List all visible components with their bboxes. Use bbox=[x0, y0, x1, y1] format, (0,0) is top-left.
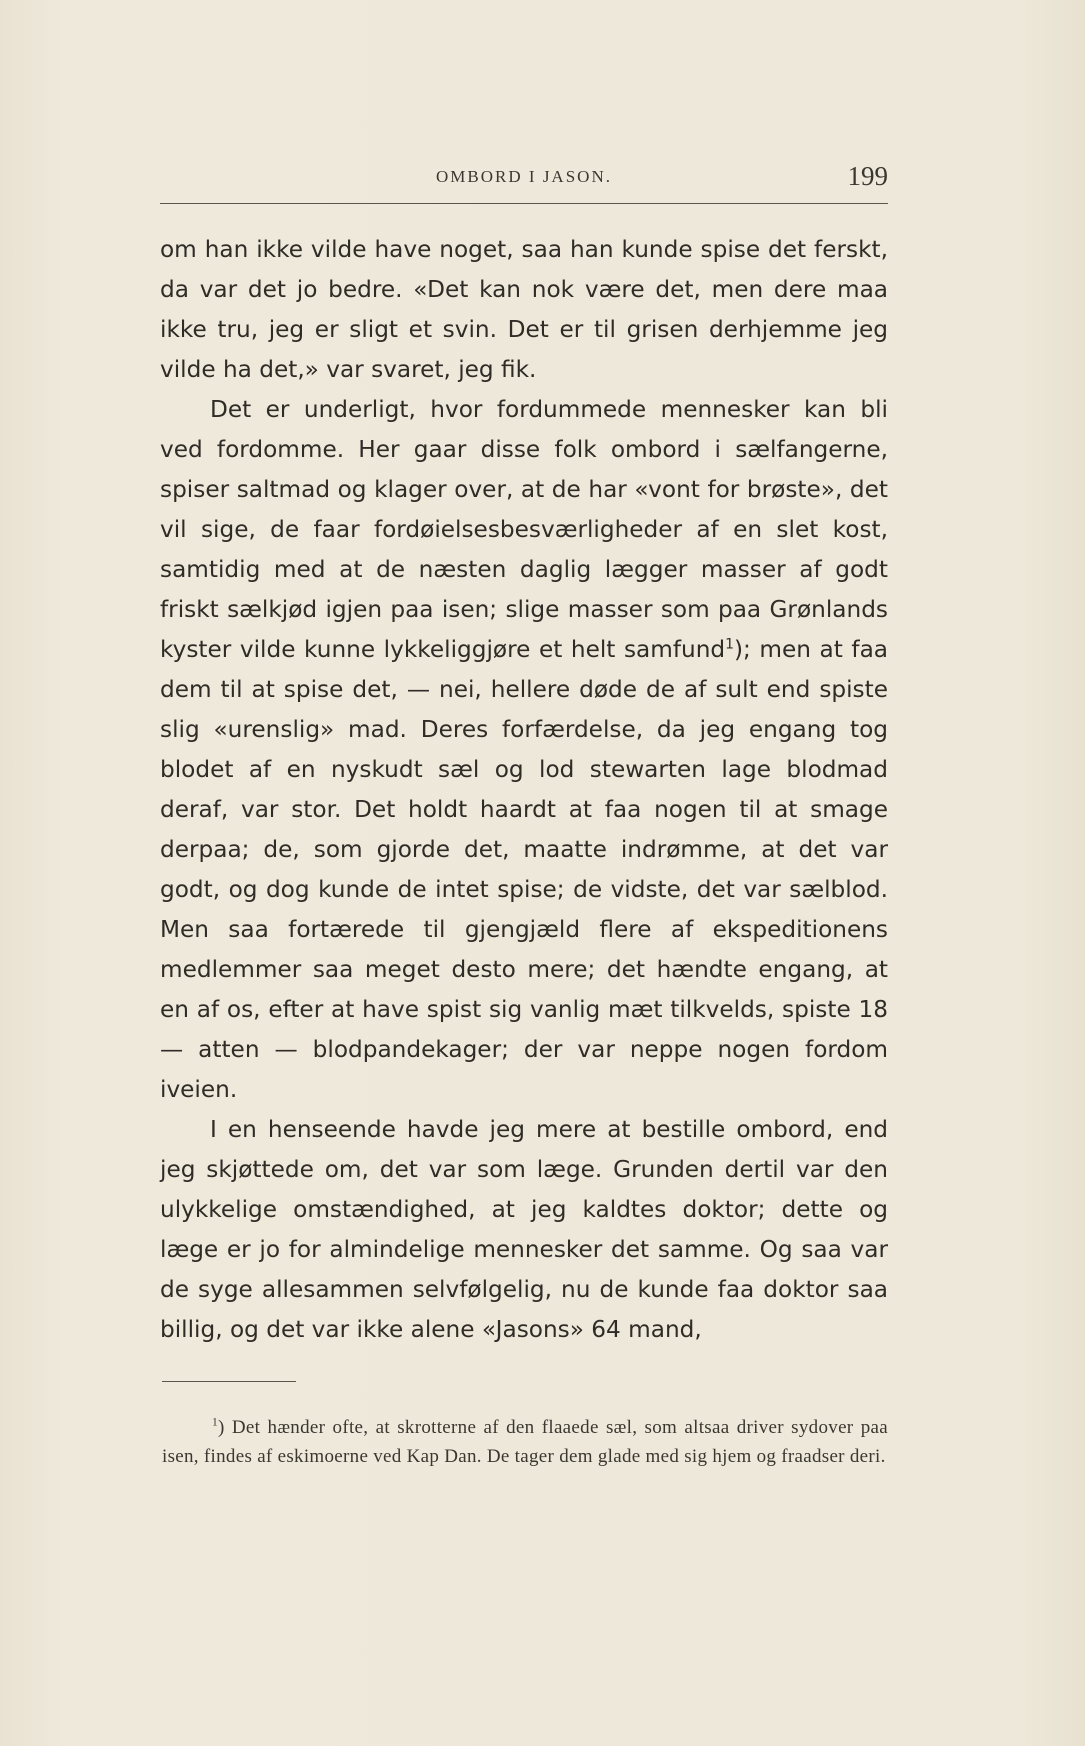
footnote-divider bbox=[162, 1381, 296, 1382]
paragraph-2-part-1: Det er underligt, hvor fordummede mennesker kan bli ved fordomme. Her gaar disse folk ombord i sælfangerne, spiser saltmad og klager over, at de har «vont for brøste», det vil sige, de faar fordøielsesbesværligheder af en slet kost, samtidig med at de næsten daglig lægger masser af godt friskt sælkjød igjen paa isen; slige masser som paa Grønlands kyster vilde kunne lykkeliggjøre et helt samfund bbox=[160, 396, 888, 663]
paragraph-3: I en henseende havde jeg mere at bestille ombord, end jeg skjøttede om, det var som læge. Grunden dertil var den ulykkelige omstændighed, at jeg kaldtes doktor; dette og læge er jo for almindelige mennesker det samme. Og saa var de syge allesammen selvfølgelig, nu de kunde faa doktor saa billig, og det var ikke alene «Jasons» 64 mand, bbox=[160, 1116, 888, 1343]
body-text bbox=[160, 230, 888, 1350]
running-head bbox=[160, 163, 888, 204]
paragraph-1: om han ikke vilde have noget, saa han kunde spise det ferskt, da var det jo bedre. «Det kan nok være det, men dere maa ikke tru, jeg er sligt et svin. Det er til grisen derhjemme jeg vilde ha det,» var svaret, jeg fik. bbox=[160, 236, 888, 383]
paragraph-2 bbox=[160, 390, 888, 1110]
footnote bbox=[162, 1413, 888, 1471]
page-number: 199 bbox=[847, 161, 888, 191]
footnote-marker: 1 bbox=[212, 1416, 218, 1429]
running-title: OMBORD I JASON. bbox=[436, 167, 612, 186]
footnote-reference: 1 bbox=[725, 636, 734, 653]
paragraph-2-part-2: ); men at faa dem til at spise det, — nei, hellere døde de af sult end spiste slig «urenslig» mad. Deres forfærdelse, da jeg engang tog blodet af en nyskudt sæl og lod stewarten lage blodmad deraf, var stor. Det holdt haardt at faa nogen til at smage derpaa; de, som gjorde det, maatte indrømme, at det var godt, og dog kunde de intet spise; de vidste, det var sælblod. Men saa fortærede til gjengjæld flere af ekspeditionens medlemmer saa meget desto mere; det hændte engang, at en af os, efter at have spist sig vanlig mæt tilkvelds, spiste 18 — atten — blodpandekager; der var neppe nogen fordom iveien. bbox=[160, 636, 888, 1103]
footnote-text: ) Det hænder ofte, at skrotterne af den flaaede sæl, som altsaa driver sydover paa isen, findes af eskimoerne ved Kap Dan. De tager dem glade med sig hjem og fraadser deri. bbox=[162, 1417, 888, 1467]
